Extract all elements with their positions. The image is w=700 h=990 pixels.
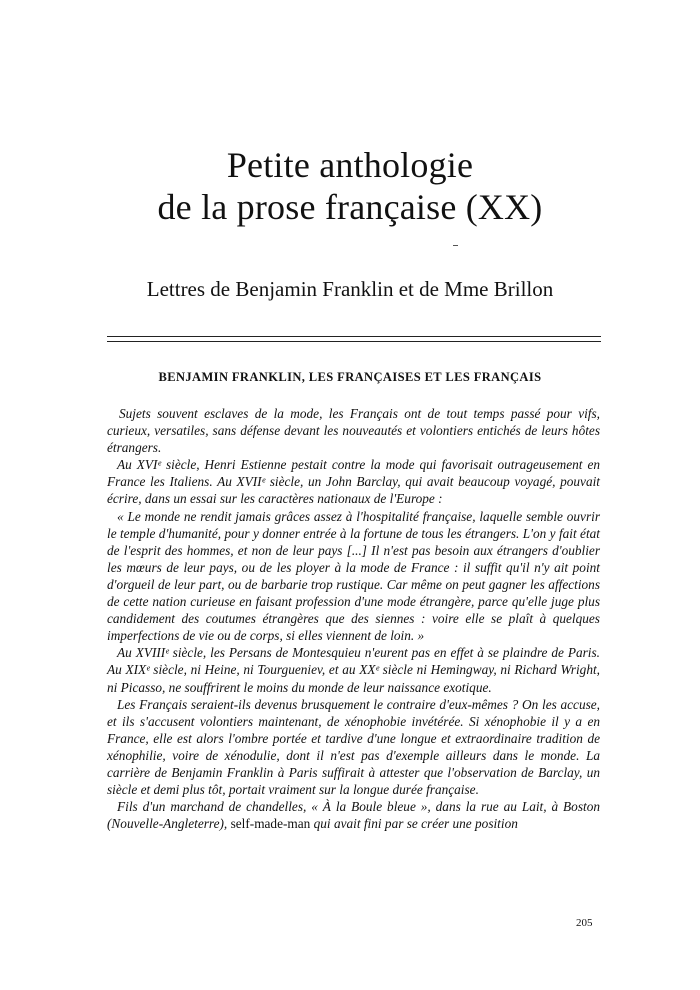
stray-dash-mark <box>453 245 458 246</box>
paragraph-6-upright-term: self-made-man <box>230 816 311 832</box>
section-heading: BENJAMIN FRANKLIN, LES FRANÇAISES ET LES FRANÇAIS <box>158 370 542 384</box>
body-text <box>107 405 600 832</box>
paragraph-6-text-start: Fils d'un marchand de chandelles, « À la Boule bleue », dans la rue au Lait, à Boston (Nouvelle-Angleterre), <box>107 799 600 832</box>
page-number: 205 <box>576 917 593 929</box>
paragraph-1: Sujets souvent esclaves de la mode, les Français ont de tout temps passé pour vifs, curieux, versatiles, sans défense devant les nouveautés et volontiers entichés de leurs hôtes étrangers. <box>107 406 600 456</box>
paragraph-6-text-end: qui avait fini par se créer une position <box>310 816 518 832</box>
paragraph-5: Les Français seraient-ils devenus brusquement le contraire d'eux-mêmes ? On les accuse, et ils s'accusent volontiers maintenant, de xénophobie invétérée. Si xénophobie il y a en France, elle est alors l'ombre portée et tardive d'une longue et extraordinaire tradition de xénophilie, voire de xénodulie, dont il n'est pas d'exemple ailleurs dans le monde. La carrière de Benjamin Franklin à Paris suffirait à attester que l'observation de Barclay, un siècle et demi plus tôt, portait vraiment sur la longue durée française. <box>107 696 600 798</box>
quotation-paragraph: « Le monde ne rendit jamais grâces assez à l'hospitalité française, laquelle semble ouvrir le temple d'humanité, pour y donner entrée à la fortune de tous les étrangers. L'on y fait état de l'esprit des hommes, et non de leur pays [...] Il n'est pas besoin aux étrangers d'oublier les mœurs de leur pays, ou de les ployer à la mode de France : il suffit qu'il n'y ait point d'orgueil de leur part, ou de barbarie trop rustique. Car même on peut gagner les affections de cette nation curieuse en faisant profession d'une mode étrangère, parce qu'elle juge plus candidement des coutumes étrangères que des siennes : voire elle se plaît à quelques imperfections de vie ou de corps, si elles viennent de loin. » <box>107 508 600 644</box>
paragraph-4: Au XVIIIᵉ siècle, les Persans de Montesquieu n'eurent pas en effet à se plaindre de Paris. Au XIXᵉ siècle, ni Heine, ni Tourgueniev, et au XXᵉ siècle ni Hemingway, ni Richard Wright, ni Picasso, ne souffrirent le moins du monde de leur naissance exotique. <box>107 645 600 695</box>
document-title-line-2: de la prose française (XX) <box>157 187 543 227</box>
paragraph-6 <box>107 798 600 832</box>
horizontal-rule-top <box>107 336 601 337</box>
paragraph-2: Au XVIᵉ siècle, Henri Estienne pestait contre la mode qui favorisait outrageusement en France les Italiens. Au XVIIᵉ siècle, un John Barclay, qui avait beaucoup voyagé, pouvait écrire, dans un essai sur les caractères nationaux de l'Europe : <box>107 457 600 507</box>
horizontal-rule-bottom <box>107 341 601 342</box>
document-subtitle: Lettres de Benjamin Franklin et de Mme Brillon <box>146 277 554 301</box>
document-title-line-1: Petite anthologie <box>226 145 474 185</box>
